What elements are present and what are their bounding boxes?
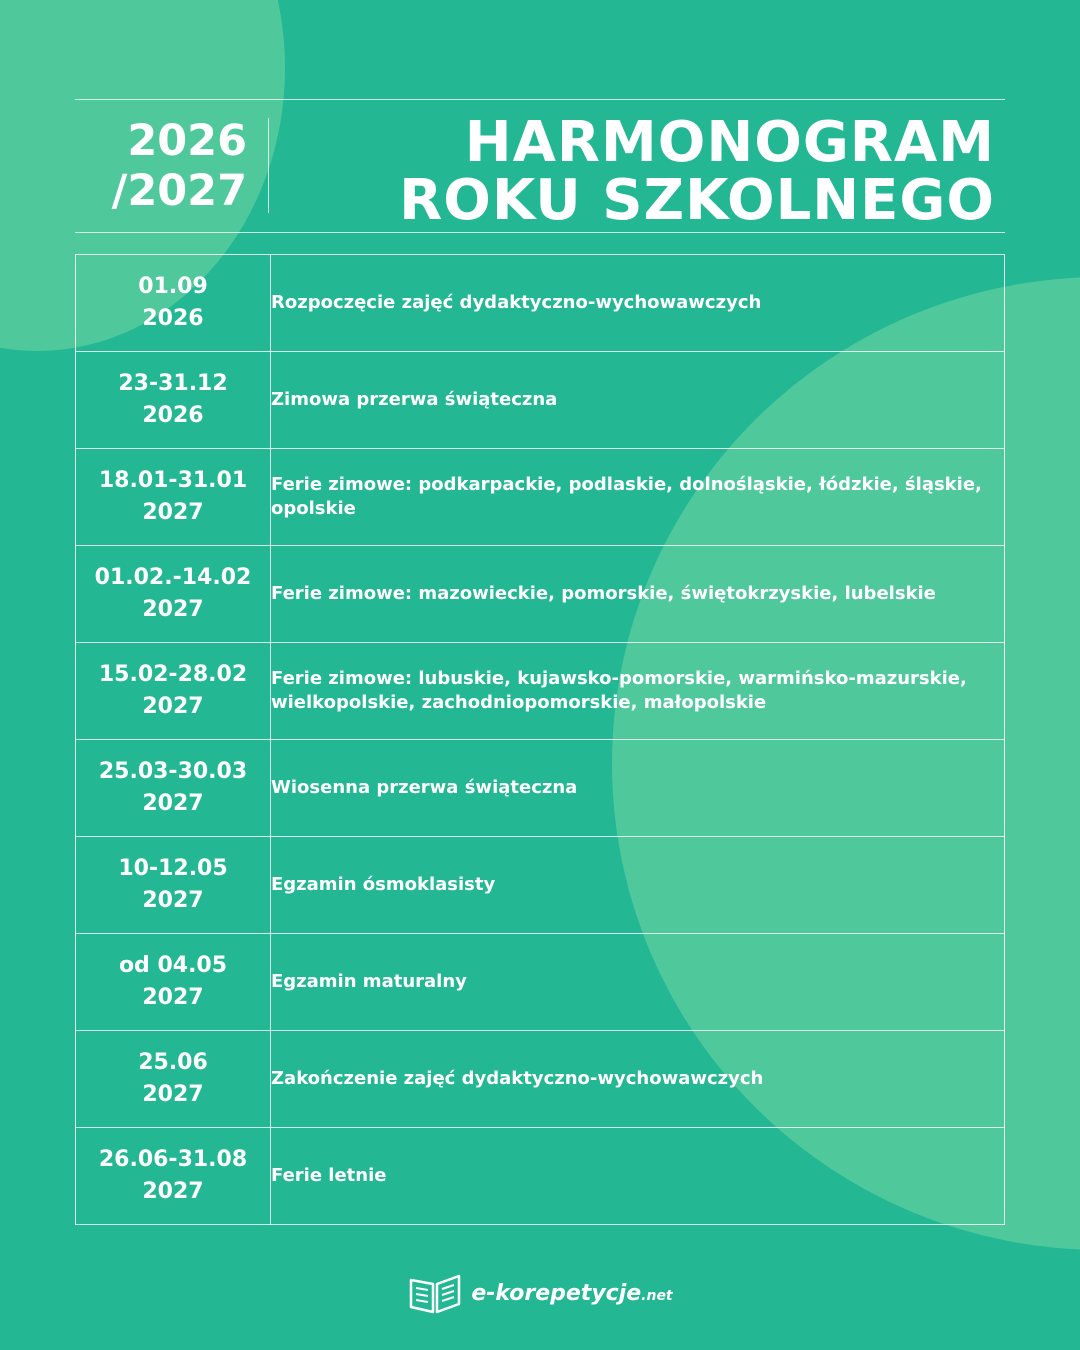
date-range: 18.01-31.01 bbox=[98, 468, 248, 493]
event-cell: Zimowa przerwa świąteczna bbox=[271, 352, 1005, 449]
brand-name: e-korepetycje bbox=[471, 1280, 642, 1306]
table-row bbox=[76, 740, 1005, 837]
page-title bbox=[399, 110, 995, 233]
date-range: od 04.05 bbox=[118, 953, 228, 978]
date-year: 2027 bbox=[142, 985, 204, 1010]
date-cell bbox=[76, 449, 271, 546]
brand-suffix: .net bbox=[641, 1287, 673, 1304]
event-cell: Ferie zimowe: mazowieckie, pomorskie, świętokrzyskie, lubelskie bbox=[271, 546, 1005, 643]
date-range: 01.02.-14.02 bbox=[94, 565, 252, 590]
date-year: 2027 bbox=[142, 694, 204, 719]
table-row bbox=[76, 934, 1005, 1031]
event-cell: Ferie zimowe: podkarpackie, podlaskie, dolnośląskie, łódzkie, śląskie, opolskie bbox=[271, 449, 1005, 546]
date-cell bbox=[76, 352, 271, 449]
date-range: 10-12.05 bbox=[118, 856, 228, 881]
date-cell bbox=[76, 546, 271, 643]
school-year-start: 2026 bbox=[127, 116, 247, 166]
event-cell: Zakończenie zajęć dydaktyczno-wychowawczych bbox=[271, 1031, 1005, 1128]
table-row bbox=[76, 837, 1005, 934]
table-row bbox=[76, 1128, 1005, 1225]
event-cell: Egzamin maturalny bbox=[271, 934, 1005, 1031]
page-title-line1: HARMONOGRAM bbox=[464, 110, 995, 175]
open-book-icon bbox=[407, 1272, 463, 1314]
date-cell bbox=[76, 643, 271, 740]
school-year bbox=[75, 116, 247, 216]
footer-logo bbox=[0, 1268, 1080, 1318]
school-year-end: /2027 bbox=[111, 166, 247, 216]
date-cell bbox=[76, 740, 271, 837]
date-year: 2026 bbox=[142, 403, 204, 428]
date-range: 15.02-28.02 bbox=[98, 662, 248, 687]
date-range: 25.06 bbox=[138, 1050, 208, 1075]
date-cell bbox=[76, 837, 271, 934]
date-year: 2027 bbox=[142, 1179, 204, 1204]
table-row bbox=[76, 449, 1005, 546]
date-cell bbox=[76, 1031, 271, 1128]
date-range: 26.06-31.08 bbox=[98, 1147, 248, 1172]
event-cell: Egzamin ósmoklasisty bbox=[271, 837, 1005, 934]
table-row bbox=[76, 1031, 1005, 1128]
page-title-line2: ROKU SZKOLNEGO bbox=[399, 168, 995, 233]
header bbox=[75, 99, 1005, 233]
date-year: 2027 bbox=[142, 888, 204, 913]
event-cell: Ferie zimowe: lubuskie, kujawsko-pomorskie, warmińsko-mazurskie, wielkopolskie, zachodniopomorskie, małopolskie bbox=[271, 643, 1005, 740]
event-cell: Ferie letnie bbox=[271, 1128, 1005, 1225]
table-row bbox=[76, 352, 1005, 449]
date-range: 23-31.12 bbox=[118, 371, 228, 396]
date-year: 2026 bbox=[142, 306, 204, 331]
date-cell bbox=[76, 934, 271, 1031]
table-row bbox=[76, 546, 1005, 643]
table-row bbox=[76, 255, 1005, 352]
event-cell: Wiosenna przerwa świąteczna bbox=[271, 740, 1005, 837]
date-cell bbox=[76, 255, 271, 352]
header-divider bbox=[268, 118, 269, 213]
date-year: 2027 bbox=[142, 1082, 204, 1107]
date-year: 2027 bbox=[142, 597, 204, 622]
date-range: 01.09 bbox=[138, 274, 208, 299]
schedule-table bbox=[75, 254, 1005, 1225]
event-cell: Rozpoczęcie zajęć dydaktyczno-wychowawczych bbox=[271, 255, 1005, 352]
date-range: 25.03-30.03 bbox=[98, 759, 248, 784]
date-year: 2027 bbox=[142, 500, 204, 525]
table-row bbox=[76, 643, 1005, 740]
date-year: 2027 bbox=[142, 791, 204, 816]
date-cell bbox=[76, 1128, 271, 1225]
